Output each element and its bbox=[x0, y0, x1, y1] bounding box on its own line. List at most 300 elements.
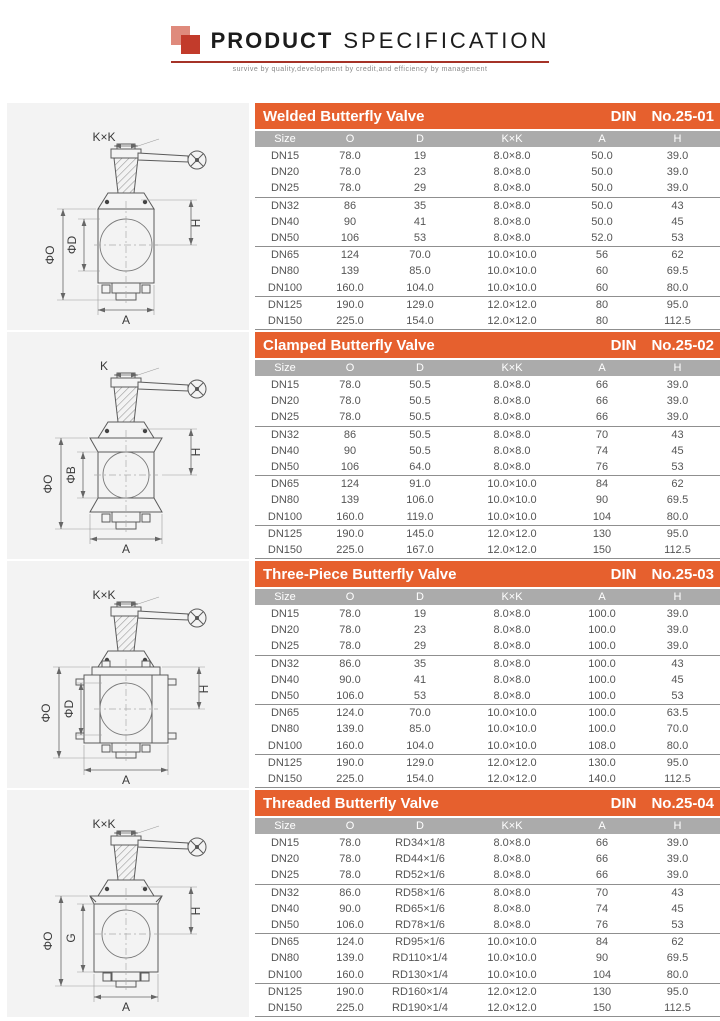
table-cell: 76 bbox=[595, 919, 609, 932]
table-cell: 78.0 bbox=[339, 166, 361, 179]
table-cell: 66 bbox=[595, 411, 609, 424]
table-row bbox=[255, 704, 720, 721]
dimension-arrow bbox=[84, 768, 91, 773]
table-cell: 90.0 bbox=[339, 673, 361, 686]
table-row bbox=[255, 950, 720, 966]
dimension-arrow bbox=[197, 667, 202, 674]
table-cell: 112.5 bbox=[664, 772, 691, 785]
valve-body bbox=[90, 845, 162, 990]
table-row bbox=[255, 867, 720, 883]
table-cell: 112.5 bbox=[664, 314, 691, 327]
din-no: No.25-04 bbox=[651, 794, 714, 812]
spec-table bbox=[255, 818, 720, 1017]
table-cell: DN32 bbox=[270, 657, 300, 670]
table-row bbox=[255, 901, 720, 917]
dimension-arrow bbox=[81, 452, 86, 459]
table-cell: DN15 bbox=[270, 608, 300, 621]
table-cell: 70.0 bbox=[666, 723, 689, 736]
table-title-bar bbox=[255, 561, 720, 587]
table-cell: 91.0 bbox=[409, 478, 431, 491]
table-cell: 225.0 bbox=[336, 1001, 364, 1014]
table-cell: 45 bbox=[671, 902, 684, 915]
table-cell: 139.0 bbox=[336, 952, 364, 965]
table-cell: 78.0 bbox=[339, 837, 361, 850]
spec-table bbox=[255, 589, 720, 788]
din-no: No.25-01 bbox=[651, 107, 714, 125]
table-cell: RD58×1/6 bbox=[395, 886, 445, 899]
dim-label-outer: ΦO bbox=[39, 703, 53, 723]
table-cell: 39.0 bbox=[666, 853, 689, 866]
table-cell: 225.0 bbox=[336, 772, 364, 785]
table-row bbox=[255, 688, 720, 704]
dim-label-kk: K×K bbox=[92, 817, 116, 831]
table-cell: 90 bbox=[595, 494, 609, 507]
dimension-arrow bbox=[98, 308, 105, 313]
table-cell: 100.0 bbox=[588, 640, 616, 653]
table-cell: 124.0 bbox=[336, 707, 364, 720]
table-cell: 8.0×8.0 bbox=[493, 166, 531, 179]
table-cell: 8.0×8.0 bbox=[493, 624, 531, 637]
table-cell: 8.0×8.0 bbox=[493, 919, 531, 932]
table-row bbox=[255, 967, 720, 983]
table-cell: 100.0 bbox=[588, 690, 616, 703]
table-row bbox=[255, 164, 720, 180]
table-cell: DN32 bbox=[270, 199, 300, 212]
dim-label-outer: ΦO bbox=[43, 245, 57, 265]
valve-body bbox=[76, 616, 176, 761]
page-title-light: SPECIFICATION bbox=[343, 28, 550, 53]
table-cell: 39.0 bbox=[666, 640, 689, 653]
table-cell: 104.0 bbox=[406, 739, 434, 752]
table-cell: 12.0×12.0 bbox=[487, 772, 537, 785]
table-cell: 80 bbox=[595, 314, 609, 327]
table-cell: DN15 bbox=[270, 150, 300, 163]
table-cell: 150 bbox=[592, 543, 612, 556]
table-cell: 66 bbox=[595, 869, 609, 882]
table-cell: 160.0 bbox=[336, 510, 364, 523]
column-header: Size bbox=[274, 820, 296, 832]
table-cell: 8.0×8.0 bbox=[493, 673, 531, 686]
dimension-arrow bbox=[90, 537, 97, 542]
table-cell: 225.0 bbox=[336, 314, 364, 327]
dim-label-a: A bbox=[121, 542, 131, 556]
table-cell: 129.0 bbox=[406, 756, 434, 769]
table-cell: 10.0×10.0 bbox=[487, 968, 537, 981]
table-cell: 8.0×8.0 bbox=[493, 428, 531, 441]
table-row bbox=[255, 655, 720, 672]
table-cell: 84 bbox=[595, 936, 609, 949]
table-cell: 50.5 bbox=[409, 444, 431, 457]
table-cell: 52.0 bbox=[591, 232, 613, 245]
table-cell: DN65 bbox=[270, 478, 300, 491]
table-cell: 50.0 bbox=[591, 215, 613, 228]
column-header: O bbox=[345, 591, 355, 603]
table-cell: 50.0 bbox=[591, 199, 613, 212]
table-cell: 19 bbox=[413, 150, 427, 163]
table-cell: DN25 bbox=[270, 640, 300, 653]
column-header: D bbox=[416, 820, 424, 832]
table-cell: 64.0 bbox=[409, 461, 431, 474]
table-cell: 8.0×8.0 bbox=[493, 886, 531, 899]
table-cell: 69.5 bbox=[666, 265, 689, 278]
table-row bbox=[255, 377, 720, 393]
table-title-bar bbox=[255, 332, 720, 358]
dim-label-outer: ΦO bbox=[41, 474, 55, 494]
table-cell: 112.5 bbox=[664, 543, 691, 556]
table-cell: 8.0×8.0 bbox=[493, 640, 531, 653]
table-title-bar bbox=[255, 790, 720, 816]
dimension-arrow bbox=[94, 995, 101, 1000]
table-cell: 66 bbox=[595, 395, 609, 408]
table-cell: 139.0 bbox=[336, 723, 364, 736]
column-header: H bbox=[673, 820, 682, 832]
table-cell: DN32 bbox=[270, 886, 300, 899]
table-cell: DN15 bbox=[270, 837, 300, 850]
dimension-arrow bbox=[61, 293, 66, 300]
table-cell: DN125 bbox=[267, 527, 303, 540]
table-cell: DN25 bbox=[270, 411, 300, 424]
table-cell: 12.0×12.0 bbox=[487, 298, 537, 311]
table-cell: 80.0 bbox=[666, 281, 689, 294]
three-piece-valve-table bbox=[255, 561, 720, 788]
threaded-valve-table bbox=[255, 790, 720, 1017]
dimension-arrow bbox=[59, 522, 64, 529]
dim-label-h: H bbox=[189, 906, 203, 916]
table-cell: 90.0 bbox=[339, 902, 361, 915]
section-threaded-butterfly-valve bbox=[0, 790, 720, 1017]
table-cell: 8.0×8.0 bbox=[493, 182, 531, 195]
table-cell: 154.0 bbox=[406, 314, 434, 327]
dimension-arrow bbox=[59, 979, 64, 986]
table-row bbox=[255, 606, 720, 622]
table-cell: 12.0×12.0 bbox=[487, 314, 537, 327]
table-cell: DN50 bbox=[270, 919, 300, 932]
table-cell: 74 bbox=[595, 444, 609, 457]
column-header: H bbox=[673, 133, 682, 145]
table-cell: 95.0 bbox=[666, 298, 689, 311]
table-cell: DN40 bbox=[270, 444, 300, 457]
table-cell: 53 bbox=[671, 461, 684, 474]
din-number bbox=[611, 337, 714, 354]
table-row bbox=[255, 738, 720, 754]
table-cell: 124.0 bbox=[336, 936, 364, 949]
column-header-row bbox=[255, 589, 720, 605]
table-cell: 104 bbox=[592, 968, 612, 981]
column-header: K×K bbox=[501, 591, 523, 603]
table-cell: 160.0 bbox=[336, 739, 364, 752]
table-cell: 139 bbox=[340, 494, 360, 507]
table-cell: 70.0 bbox=[409, 249, 431, 262]
table-cell: 8.0×8.0 bbox=[493, 657, 531, 670]
table-row bbox=[255, 313, 720, 329]
dimension-arrow bbox=[189, 429, 194, 436]
dim-label-h: H bbox=[189, 447, 203, 457]
table-cell: 78.0 bbox=[339, 182, 361, 195]
tagline: survive by quality,development by credit,and efficiency by management bbox=[232, 66, 488, 73]
table-cell: 43 bbox=[671, 657, 684, 670]
table-cell: 106 bbox=[340, 461, 360, 474]
page-title-bold: PRODUCT bbox=[210, 28, 334, 53]
table-cell: 10.0×10.0 bbox=[487, 494, 537, 507]
table-cell: DN20 bbox=[270, 395, 300, 408]
table-cell: 35 bbox=[413, 199, 427, 212]
table-cell: 29 bbox=[413, 640, 427, 653]
table-cell: 10.0×10.0 bbox=[487, 739, 537, 752]
table-cell: DN40 bbox=[270, 215, 300, 228]
table-cell: 76 bbox=[595, 461, 609, 474]
table-cell: 43 bbox=[671, 886, 684, 899]
table-cell: 39.0 bbox=[666, 379, 689, 392]
table-cell: 39.0 bbox=[666, 869, 689, 882]
table-cell: 90 bbox=[343, 215, 357, 228]
table-cell: 39.0 bbox=[666, 150, 689, 163]
table-cell: 80.0 bbox=[666, 510, 689, 523]
table-cell: DN150 bbox=[267, 1001, 303, 1014]
table-cell: 140.0 bbox=[588, 772, 616, 785]
table-cell: 90 bbox=[343, 444, 357, 457]
column-header: Size bbox=[274, 591, 296, 603]
table-cell: RD44×1/6 bbox=[395, 853, 445, 866]
dimension-arrow bbox=[189, 200, 194, 207]
section-clamped-butterfly-valve bbox=[0, 332, 720, 559]
din-label: DIN bbox=[610, 336, 637, 354]
table-cell: DN25 bbox=[270, 182, 300, 195]
table-row bbox=[255, 672, 720, 688]
table-cell: 8.0×8.0 bbox=[493, 461, 531, 474]
column-header: Size bbox=[274, 362, 296, 374]
table-cell: 8.0×8.0 bbox=[493, 853, 531, 866]
table-cell: 154.0 bbox=[406, 772, 434, 785]
table-cell: DN100 bbox=[267, 968, 303, 981]
dim-label-h: H bbox=[197, 684, 211, 694]
table-cell: 62 bbox=[671, 478, 684, 491]
table-cell: 8.0×8.0 bbox=[493, 690, 531, 703]
table-cell: 53 bbox=[671, 919, 684, 932]
column-header: D bbox=[416, 362, 424, 374]
table-cell: DN150 bbox=[267, 314, 303, 327]
table-row bbox=[255, 884, 720, 901]
column-header: Size bbox=[274, 133, 296, 145]
table-cell: 104.0 bbox=[406, 281, 434, 294]
table-cell: 53 bbox=[413, 232, 427, 245]
table-row bbox=[255, 771, 720, 787]
dimension-arrow bbox=[147, 308, 154, 313]
table-title: Clamped Butterfly Valve bbox=[263, 336, 435, 354]
table-cell: 39.0 bbox=[666, 182, 689, 195]
table-cell: 41 bbox=[413, 215, 427, 228]
din-label: DIN bbox=[610, 565, 637, 583]
table-cell: RD52×1/6 bbox=[395, 869, 445, 882]
table-row bbox=[255, 509, 720, 525]
table-cell: DN32 bbox=[270, 428, 300, 441]
table-cell: 106 bbox=[340, 232, 360, 245]
table-cell: 8.0×8.0 bbox=[493, 395, 531, 408]
table-row bbox=[255, 835, 720, 851]
table-cell: DN100 bbox=[267, 739, 303, 752]
table-cell: 90 bbox=[595, 952, 609, 965]
table-cell: 119.0 bbox=[406, 510, 434, 523]
clamped-valve-drawing bbox=[7, 332, 249, 559]
dimension-arrow bbox=[59, 438, 64, 445]
column-header-row bbox=[255, 131, 720, 147]
table-cell: 10.0×10.0 bbox=[487, 936, 537, 949]
table-cell: DN65 bbox=[270, 936, 300, 949]
table-cell: 160.0 bbox=[336, 281, 364, 294]
table-cell: DN80 bbox=[270, 494, 300, 507]
table-cell: 39.0 bbox=[666, 624, 689, 637]
table-cell: 86 bbox=[343, 199, 357, 212]
logo-square-front bbox=[181, 35, 200, 54]
table-cell: 69.5 bbox=[666, 952, 689, 965]
table-cell: 23 bbox=[413, 166, 427, 179]
table-cell: 78.0 bbox=[339, 869, 361, 882]
table-cell: 8.0×8.0 bbox=[493, 379, 531, 392]
page-header bbox=[0, 0, 720, 103]
table-cell: 100.0 bbox=[588, 707, 616, 720]
din-number bbox=[611, 795, 714, 812]
table-cell: 78.0 bbox=[339, 853, 361, 866]
table-cell: 160.0 bbox=[336, 968, 364, 981]
dimension-arrow bbox=[61, 209, 66, 216]
column-header: A bbox=[598, 820, 606, 832]
spec-table bbox=[255, 360, 720, 559]
table-cell: 45 bbox=[671, 673, 684, 686]
table-cell: RD160×1/4 bbox=[392, 985, 448, 998]
table-cell: 10.0×10.0 bbox=[487, 478, 537, 491]
table-cell: 85.0 bbox=[409, 265, 431, 278]
table-cell: 39.0 bbox=[666, 837, 689, 850]
table-cell: DN15 bbox=[270, 379, 300, 392]
table-cell: 29 bbox=[413, 182, 427, 195]
din-label: DIN bbox=[610, 107, 637, 125]
table-cell: 190.0 bbox=[336, 756, 364, 769]
table-cell: 124 bbox=[340, 478, 360, 491]
dim-label-a: A bbox=[121, 313, 131, 327]
column-header: A bbox=[598, 591, 606, 603]
dimension-arrow bbox=[197, 702, 202, 709]
table-cell: DN80 bbox=[270, 265, 300, 278]
table-title-bar bbox=[255, 103, 720, 129]
table-cell: 130 bbox=[592, 527, 612, 540]
table-cell: 130.0 bbox=[588, 756, 616, 769]
dim-label-inner: G bbox=[64, 933, 78, 943]
table-cell: 12.0×12.0 bbox=[487, 527, 537, 540]
table-cell: 8.0×8.0 bbox=[493, 902, 531, 915]
welded-valve-table bbox=[255, 103, 720, 330]
table-cell: 106.0 bbox=[336, 690, 364, 703]
table-cell: DN25 bbox=[270, 869, 300, 882]
table-cell: 78.0 bbox=[339, 379, 361, 392]
table-cell: 112.5 bbox=[664, 1001, 691, 1014]
table-cell: RD65×1/6 bbox=[395, 902, 445, 915]
threaded-valve-drawing bbox=[7, 790, 249, 1017]
table-row bbox=[255, 197, 720, 214]
table-cell: 45 bbox=[671, 215, 684, 228]
table-cell: 8.0×8.0 bbox=[493, 232, 531, 245]
dimension-arrow bbox=[189, 238, 194, 245]
table-cell: 12.0×12.0 bbox=[487, 1001, 537, 1014]
table-cell: 86 bbox=[343, 428, 357, 441]
table-cell: 45 bbox=[671, 444, 684, 457]
table-row bbox=[255, 459, 720, 475]
table-cell: 150 bbox=[592, 1001, 612, 1014]
valve-body bbox=[90, 387, 162, 532]
table-cell: 100.0 bbox=[588, 723, 616, 736]
welded-valve-drawing bbox=[7, 103, 249, 330]
table-cell: 50.5 bbox=[409, 379, 431, 392]
table-cell: 39.0 bbox=[666, 166, 689, 179]
table-cell: 84 bbox=[595, 478, 609, 491]
table-cell: 35 bbox=[413, 657, 427, 670]
table-cell: 8.0×8.0 bbox=[493, 215, 531, 228]
table-row bbox=[255, 917, 720, 933]
dimension-arrow bbox=[189, 468, 194, 475]
table-cell: 56 bbox=[595, 249, 609, 262]
table-cell: 78.0 bbox=[339, 411, 361, 424]
dim-label-outer: ΦO bbox=[41, 931, 55, 951]
dim-label-inner: ΦD bbox=[62, 699, 76, 719]
table-cell: DN80 bbox=[270, 952, 300, 965]
table-cell: 70.0 bbox=[409, 707, 431, 720]
table-cell: 39.0 bbox=[666, 608, 689, 621]
table-cell: 70 bbox=[595, 886, 609, 899]
din-number bbox=[611, 566, 714, 583]
table-cell: RD78×1/6 bbox=[395, 919, 445, 932]
table-cell: DN65 bbox=[270, 249, 300, 262]
column-header: O bbox=[345, 362, 355, 374]
dim-label-inner: ΦD bbox=[65, 235, 79, 255]
column-header-row bbox=[255, 818, 720, 834]
table-row bbox=[255, 754, 720, 771]
table-cell: 100.0 bbox=[588, 657, 616, 670]
table-cell: 190.0 bbox=[336, 527, 364, 540]
table-cell: 100.0 bbox=[588, 624, 616, 637]
column-header: D bbox=[416, 591, 424, 603]
table-row bbox=[255, 851, 720, 867]
dimension-arrow bbox=[59, 896, 64, 903]
section-three-piece-butterfly-valve bbox=[0, 561, 720, 788]
table-row bbox=[255, 214, 720, 230]
table-cell: DN150 bbox=[267, 772, 303, 785]
table-cell: DN20 bbox=[270, 853, 300, 866]
table-cell: 129.0 bbox=[406, 298, 434, 311]
table-cell: 66 bbox=[595, 837, 609, 850]
table-cell: 78.0 bbox=[339, 608, 361, 621]
table-cell: RD95×1/6 bbox=[395, 936, 445, 949]
dimension-arrow bbox=[155, 537, 162, 542]
table-cell: 10.0×10.0 bbox=[487, 952, 537, 965]
column-header: D bbox=[416, 133, 424, 145]
dimension-arrow bbox=[81, 965, 86, 972]
table-cell: 190.0 bbox=[336, 298, 364, 311]
table-row bbox=[255, 475, 720, 492]
table-cell: 80.0 bbox=[666, 968, 689, 981]
table-cell: 50.5 bbox=[409, 428, 431, 441]
dimension-arrow bbox=[189, 927, 194, 934]
table-cell: RD130×1/4 bbox=[392, 968, 448, 981]
table-cell: 43 bbox=[671, 199, 684, 212]
din-no: No.25-02 bbox=[651, 336, 714, 354]
din-no: No.25-03 bbox=[651, 565, 714, 583]
dimension-arrow bbox=[161, 768, 168, 773]
table-row bbox=[255, 393, 720, 409]
table-cell: DN100 bbox=[267, 510, 303, 523]
table-cell: 10.0×10.0 bbox=[487, 723, 537, 736]
dimension-arrow bbox=[82, 219, 87, 226]
table-cell: 10.0×10.0 bbox=[487, 510, 537, 523]
dim-label-a: A bbox=[121, 1000, 131, 1014]
table-cell: DN20 bbox=[270, 166, 300, 179]
